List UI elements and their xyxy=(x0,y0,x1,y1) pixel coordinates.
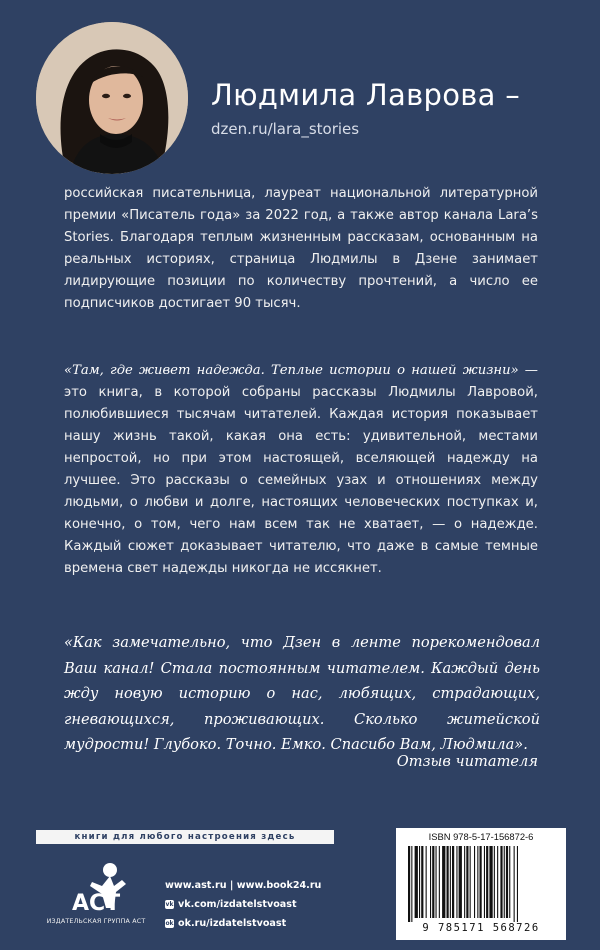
barcode-bar xyxy=(452,846,454,918)
book-description xyxy=(64,360,538,580)
barcode-bar xyxy=(442,846,445,918)
barcode-bars xyxy=(406,846,556,922)
barcode-bar xyxy=(456,846,457,918)
barcode-bar xyxy=(430,846,431,918)
book-description-text: это книга, в которой собраны рассказы Людмилы Лавровой, полюбившиеся тысячам читателей. Каждая история показывает нашу жизнь такой, какая она есть: удивительной, местами непростой, но при этом настоящей, вселяющей надежду на лучшее. Это рассказы о семейных узах и отношениях между людьми, о любви и долге, настоящих человеческих поступках и, конечно, о том, чего нам всем так не хватает, — о надежде. Каждый сюжет доказывает читателю, что даже в самые темные времена свет надежды никогда не иссякнет. xyxy=(64,385,538,576)
barcode-bar xyxy=(474,846,475,918)
barcode-bar xyxy=(419,846,420,918)
barcode-bar xyxy=(486,846,488,918)
barcode-bar xyxy=(504,846,505,918)
author-name: Людмила Лаврова – xyxy=(211,78,521,112)
barcode-bar xyxy=(464,846,465,918)
barcode-bar xyxy=(408,846,410,922)
ok-icon: ok xyxy=(165,920,174,927)
barcode-bar xyxy=(450,846,451,918)
barcode-bar xyxy=(477,846,478,918)
barcode-bar xyxy=(432,846,434,918)
barcode-bar xyxy=(415,846,418,918)
barcode-bar xyxy=(426,846,427,918)
publisher-logo xyxy=(36,858,156,938)
barcode-bar xyxy=(459,846,462,918)
barcode-bar xyxy=(509,846,510,918)
author-channel-link[interactable]: dzen.ru/lara_stories xyxy=(211,120,360,138)
barcode-bar xyxy=(506,846,508,918)
barcode-bar xyxy=(470,846,471,918)
isbn: ISBN 978-5-17-156872-6 xyxy=(428,831,534,842)
barcode-block xyxy=(396,828,566,940)
review-signature: Отзыв читателя xyxy=(396,753,538,770)
barcode-number: 9 785171 568726 xyxy=(422,922,540,934)
publisher-caption: ИЗДАТЕЛЬСКАЯ ГРУППА АСТ xyxy=(46,918,146,925)
barcode-bar xyxy=(411,846,412,922)
publisher-logo-text: ACT xyxy=(72,891,121,916)
barcode-bar xyxy=(494,846,495,918)
book-title-quote: «Там, где живет надежда. Теплые истории о нашей жизни» — xyxy=(64,363,538,378)
barcode-bar xyxy=(489,846,492,918)
vk-link[interactable]: vk vk.com/izdatelstvoast xyxy=(165,899,297,910)
barcode-bar xyxy=(439,846,440,918)
barcode-bar xyxy=(421,846,423,918)
vk-icon: vk xyxy=(165,901,174,908)
reader-review: «Как замечательно, что Дзен в ленте порекомендовал Ваш канал! Стала постоянным читателем. Каждый день жду новую историю о нас, любящих, страдающих, гневающихся, проживающих. Сколько житейской мудрости! Глубоко. Точно. Емко. Спасибо Вам, Людмила». xyxy=(64,634,540,753)
website-links[interactable]: www.ast.ru | www.book24.ru xyxy=(165,880,322,891)
barcode-bar xyxy=(500,846,502,918)
barcode-bar xyxy=(466,846,468,918)
ok-link[interactable]: ok ok.ru/izdatelstvoast xyxy=(165,918,287,929)
barcode-bar xyxy=(517,846,518,922)
publisher-links xyxy=(165,876,321,933)
author-bio: российская писательница, лауреат национальной литературной премии «Писатель года» за 2022 год, а также автор канала Lara’s Stories. Благодаря теплым жизненным рассказам, основанным на реальных историях, страница Людмилы в Дзене занимает лидирующие позиции по количеству прочтений, а число ее подписчиков достигает 90 тысяч. xyxy=(64,186,538,311)
barcode-bar xyxy=(480,846,482,918)
barcode-bar xyxy=(436,846,437,918)
barcode-bar xyxy=(447,846,449,918)
barcode-bar xyxy=(484,846,485,918)
barcode-bar xyxy=(514,846,515,922)
tagline-strip: книги для любого настроения здесь xyxy=(36,830,334,844)
barcode-bar xyxy=(497,846,498,918)
author-photo xyxy=(36,22,188,174)
